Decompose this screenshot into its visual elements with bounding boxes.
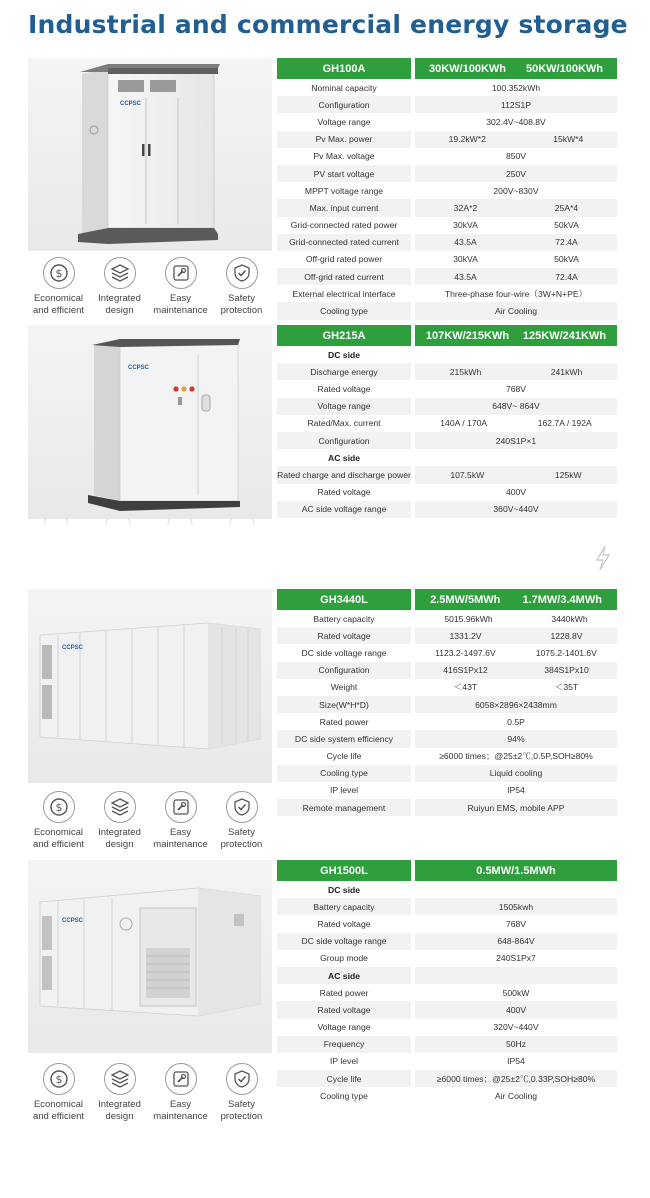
spec-row [277, 113, 617, 130]
spec-row [277, 148, 617, 165]
spec-label: Frequency [277, 1036, 411, 1053]
spec-row [277, 96, 617, 113]
spec-row [277, 1019, 617, 1036]
spec-row [277, 713, 617, 730]
spec-row [277, 131, 617, 148]
spec-row [277, 799, 617, 816]
spec-value-cell [415, 268, 617, 285]
model-name: GH1500L [277, 860, 411, 881]
spec-value-cell [415, 415, 617, 432]
gh1500l-container-image [28, 860, 272, 1053]
capacity-option: 0.5MW/1.5MWh [476, 864, 556, 877]
spec-rows [277, 881, 617, 1104]
spec-value-cell [415, 1036, 617, 1053]
spec-label: External electrical interface [292, 288, 396, 299]
feature-label: Integrated design [98, 1099, 141, 1122]
spec-label: Rated/Max. current [307, 418, 381, 429]
spec-label: Cooling type [320, 1090, 368, 1101]
feature-safety [211, 1062, 272, 1126]
wrench-icon [165, 1063, 197, 1095]
spec-value-cell [415, 627, 617, 644]
brand-logo: CCPSC [62, 645, 84, 651]
gh100a-cabinet-image [28, 58, 272, 251]
spec-value: 72.4A [555, 271, 578, 282]
feature-maintenance [150, 256, 211, 320]
spec-header [277, 58, 617, 79]
spec-label: Configuration [277, 432, 411, 449]
spec-label: Configuration [277, 96, 411, 113]
spec-value: Air Cooling [494, 1090, 538, 1101]
spec-label: IP level [329, 1056, 359, 1067]
spec-label: Cooling type [277, 765, 411, 782]
spec-row [277, 199, 617, 216]
feature-label: Easy maintenance [153, 1099, 208, 1122]
spec-label: Group mode [320, 953, 368, 964]
spec-value-cell [415, 96, 617, 113]
spec-value: Ruiyun EMS, mobile APP [467, 802, 565, 813]
spec-label: Pv Max. voltage [313, 151, 375, 162]
spec-row [277, 662, 617, 679]
spec-row [277, 984, 617, 1001]
spec-row [277, 644, 617, 661]
spec-value-cell [415, 449, 617, 466]
spec-value: 19.2kW*2 [448, 134, 486, 145]
spec-value-cell [415, 765, 617, 782]
spec-value: 5015.96kWh [444, 613, 493, 624]
spec-label: DC side voltage range [301, 647, 387, 658]
spec-row [277, 950, 617, 967]
spec-value: 384S1Px10 [544, 665, 589, 676]
spec-value: ≥6000 times；@25±2℃,0.33P,SOH≥80% [436, 1073, 596, 1084]
spec-value-cell [415, 696, 617, 713]
page-title: Industrial and commercial energy storage [28, 10, 628, 39]
spec-value-cell [415, 1001, 617, 1018]
feature-economical [28, 790, 89, 854]
spec-value-cell [415, 1053, 617, 1070]
spec-value-cell [415, 713, 617, 730]
spec-value-cell [415, 484, 617, 501]
feature-integrated [89, 256, 150, 320]
spec-value: 850V [505, 151, 527, 162]
spec-value: 50kVA [554, 220, 579, 231]
spec-label: Pv Max. power [277, 131, 411, 148]
spec-value: 250V [505, 168, 527, 179]
spec-row [277, 449, 617, 466]
spec-value: 240S1Px7 [496, 953, 536, 964]
spec-value: 768V [505, 918, 527, 929]
gh1500l-spec-table [277, 860, 617, 1104]
spec-value-cell [415, 610, 617, 627]
spec-value: 241kWh [550, 366, 583, 377]
feature-label: Easy maintenance [153, 293, 208, 316]
svg-text:$: $ [55, 801, 62, 814]
spec-row [277, 380, 617, 397]
spec-row [277, 1053, 617, 1070]
spec-value-cell [415, 251, 617, 268]
spec-value: 648V~ 864V [492, 401, 540, 412]
capacity-header [415, 860, 617, 881]
spec-value: 1228.8V [550, 630, 583, 641]
gh3440l-container-image [28, 589, 272, 783]
spec-value: 215kWh [449, 366, 482, 377]
spec-row [277, 696, 617, 713]
capacity-option: 30KW/100KWh [428, 62, 507, 75]
spec-value: 6058×2896×2438mm [475, 699, 557, 710]
spec-row [277, 1087, 617, 1104]
spec-value-cell [415, 165, 617, 182]
spec-value: 200V~830V [493, 185, 539, 196]
spec-label: PV start voltage [277, 165, 411, 182]
spec-label: Grid-connected rated power [290, 220, 398, 231]
capacity-header [415, 58, 617, 79]
feature-label: Economical and efficient [32, 293, 85, 316]
spec-row [277, 285, 617, 302]
dollar-icon [43, 257, 75, 289]
spec-value-cell [415, 933, 617, 950]
spec-value-cell [415, 967, 617, 984]
svg-text:$: $ [55, 267, 62, 280]
spec-label: MPPT voltage range [304, 185, 384, 196]
spec-value-cell [415, 285, 617, 302]
feature-economical [28, 256, 89, 320]
spec-value: 302.4V~408.8V [486, 116, 546, 127]
spec-label: Rated voltage [317, 918, 371, 929]
feature-label: Easy maintenance [153, 827, 208, 850]
spec-value-cell [415, 346, 617, 363]
spec-value-cell [415, 730, 617, 747]
spec-value: 94% [507, 733, 525, 744]
spec-value: ≥6000 times；@25±2℃,0.5P,SOH≥80% [439, 751, 593, 762]
spec-value-cell [415, 217, 617, 234]
spec-row [277, 432, 617, 449]
spec-value-cell [415, 881, 617, 898]
spec-value: 3440kWh [551, 613, 588, 624]
spec-value: 1075.2-1401.6V [535, 647, 597, 658]
spec-label: Off-grid rated power [305, 254, 383, 265]
spec-value: 112S1P [501, 99, 531, 110]
spec-row [277, 782, 617, 799]
spec-rows [277, 79, 617, 320]
spec-row [277, 466, 617, 483]
spec-value-cell [415, 234, 617, 251]
spec-value: 30kVA [453, 254, 478, 265]
capacity-option: 125KW/241KWh [522, 329, 607, 342]
spec-row [277, 346, 617, 363]
capacity-option: 1.7MW/3.4MWh [522, 593, 602, 606]
capacity-option: 50KW/100KWh [525, 62, 604, 75]
spec-row [277, 915, 617, 932]
section-heading: DC side [328, 349, 360, 360]
spec-row [277, 748, 617, 765]
spec-label: DC side system efficiency [277, 730, 411, 747]
spec-value: 360V~440V [493, 504, 539, 515]
spec-value: ＜43T [453, 682, 478, 693]
spec-row [277, 627, 617, 644]
shield-check-icon [226, 1063, 258, 1095]
spec-row [277, 79, 617, 96]
spec-row [277, 234, 617, 251]
spec-value: 50kVA [554, 254, 579, 265]
spec-value-cell [415, 501, 617, 518]
model-name: GH215A [277, 325, 411, 346]
spec-row [277, 679, 617, 696]
spec-value-cell [415, 915, 617, 932]
spec-label: Battery capacity [277, 898, 411, 915]
spec-value-cell [415, 113, 617, 130]
layers-icon [104, 257, 136, 289]
spec-value-cell [415, 363, 617, 380]
spec-value: 125kW [554, 469, 582, 480]
spec-row [277, 251, 617, 268]
spec-value: 400V [505, 487, 527, 498]
spec-label: Rated power [319, 987, 369, 998]
section-heading: DC side [328, 884, 360, 895]
spec-value: 400V [505, 1004, 527, 1015]
spec-value: 162.7A / 192A [537, 418, 592, 429]
spec-value: 768V [505, 383, 527, 394]
feature-maintenance [150, 1062, 211, 1126]
spec-value-cell [415, 1019, 617, 1036]
spec-value-cell [415, 182, 617, 199]
spec-value: Liquid cooling [489, 768, 543, 779]
feature-integrated [89, 1062, 150, 1126]
spec-row [277, 302, 617, 319]
spec-header [277, 589, 617, 610]
spec-label: Rated power [319, 716, 369, 727]
spec-value: 1331.2V [449, 630, 482, 641]
feature-label: Integrated design [98, 293, 141, 316]
spec-label: Off-grid rated current [277, 268, 411, 285]
spec-value: 25A*4 [554, 202, 579, 213]
spec-value: 72.4A [555, 237, 578, 248]
spec-value: 15kW*4 [553, 134, 584, 145]
brand-logo: CCPSC [120, 101, 142, 107]
spec-label: Rated charge and discharge power [277, 466, 411, 483]
feature-safety [211, 256, 272, 320]
spec-value: 1123.2-1497.6V [435, 647, 496, 658]
spec-value: 30kVA [453, 220, 478, 231]
spec-label: Configuration [277, 662, 411, 679]
spec-row [277, 217, 617, 234]
spec-rows [277, 346, 617, 518]
feature-strip [28, 256, 272, 320]
spec-value: IP54 [507, 785, 525, 796]
capacity-option: 2.5MW/5MWh [430, 593, 501, 606]
feature-safety [211, 790, 272, 854]
shield-check-icon [226, 791, 258, 823]
spec-label: Rated voltage [317, 383, 371, 394]
feature-label: Economical and efficient [32, 827, 85, 850]
spec-value-cell [415, 131, 617, 148]
spec-label: Voltage range [277, 398, 411, 415]
capacity-header [415, 325, 617, 346]
feature-label: Economical and efficient [32, 1099, 85, 1122]
spec-label: IP level [329, 785, 359, 796]
spec-value-cell [415, 662, 617, 679]
spec-value-cell [415, 148, 617, 165]
spec-header [277, 325, 617, 346]
spec-row [277, 415, 617, 432]
spec-header [277, 860, 617, 881]
spec-row [277, 610, 617, 627]
section-heading: AC side [328, 452, 360, 463]
spec-label: Discharge energy [277, 363, 411, 380]
spec-value-cell [415, 432, 617, 449]
feature-label: Safety protection [220, 827, 263, 850]
spec-label: Rated voltage [277, 627, 411, 644]
spec-row [277, 363, 617, 380]
spec-row [277, 881, 617, 898]
feature-maintenance [150, 790, 211, 854]
layers-icon [104, 791, 136, 823]
spec-value: ＜35T [554, 682, 579, 693]
spec-label: Max. input current [277, 199, 411, 216]
spec-row [277, 933, 617, 950]
spec-row [277, 1070, 617, 1087]
spec-label: Nominal capacity [311, 82, 377, 93]
spec-row [277, 1001, 617, 1018]
feature-integrated [89, 790, 150, 854]
feature-label: Integrated design [98, 827, 141, 850]
spec-value: 32A*2 [453, 202, 478, 213]
capacity-header [415, 589, 617, 610]
spec-value: 240S1P×1 [495, 435, 537, 446]
spec-value-cell [415, 1087, 617, 1104]
spec-label: Voltage range [317, 116, 371, 127]
spec-value: Three-phase four-wire（3W+N+PE） [444, 288, 588, 299]
brand-logo: CCPSC [62, 918, 84, 924]
spec-row [277, 765, 617, 782]
spec-row [277, 268, 617, 285]
spec-label: Battery capacity [313, 613, 375, 624]
spec-row [277, 898, 617, 915]
feature-strip [28, 1062, 272, 1126]
spec-value-cell [415, 644, 617, 661]
spec-row [277, 1036, 617, 1053]
spec-value: 416S1Px12 [443, 665, 488, 676]
spec-row [277, 398, 617, 415]
spec-row [277, 967, 617, 984]
capacity-option: 107KW/215KWh [425, 329, 510, 342]
spec-value: Air Cooling [494, 306, 538, 317]
spec-value-cell [415, 466, 617, 483]
spec-label: Weight [330, 682, 358, 693]
spec-value-cell [415, 1070, 617, 1087]
gh215a-cabinet-image [28, 325, 272, 519]
gh3440l-spec-table [277, 589, 617, 816]
spec-row [277, 182, 617, 199]
spec-row [277, 730, 617, 747]
spec-label: DC side voltage range [277, 933, 411, 950]
section-heading: AC side [277, 967, 411, 984]
spec-value: 100.352kWh [491, 82, 541, 93]
spec-value-cell [415, 898, 617, 915]
spec-value: 107.5kW [450, 469, 485, 480]
shield-check-icon [226, 257, 258, 289]
wrench-icon [165, 791, 197, 823]
spec-value: 0.5P [507, 716, 525, 727]
spec-label: Rated voltage [277, 1001, 411, 1018]
brand-logo: CCPSC [128, 365, 150, 371]
spec-value: IP54 [507, 1056, 525, 1067]
model-name: GH100A [277, 58, 411, 79]
spec-value: 43.5A [454, 237, 477, 248]
spec-label: Rated voltage [317, 487, 371, 498]
svg-text:$: $ [55, 1073, 62, 1086]
spec-value: 648-864V [497, 936, 535, 947]
spec-label: Grid-connected rated current [277, 234, 411, 251]
spec-value-cell [415, 782, 617, 799]
lightning-bolt-icon [594, 545, 612, 571]
spec-value: 1505kwh [498, 901, 534, 912]
spec-value-cell [415, 302, 617, 319]
spec-row [277, 484, 617, 501]
spec-value-cell [415, 984, 617, 1001]
spec-value-cell [415, 380, 617, 397]
spec-rows [277, 610, 617, 816]
spec-label: Cycle life [326, 751, 362, 762]
gh215a-spec-table [277, 325, 617, 518]
spec-label: Cycle life [277, 1070, 411, 1087]
spec-value-cell [415, 748, 617, 765]
spec-label: AC side voltage range [277, 501, 411, 518]
faded-feature-icons [42, 519, 262, 525]
feature-label: Safety protection [220, 1099, 263, 1122]
spec-label: Voltage range [317, 1022, 371, 1033]
spec-row [277, 501, 617, 518]
dollar-icon [43, 791, 75, 823]
feature-strip [28, 790, 272, 854]
feature-label: Safety protection [220, 293, 263, 316]
spec-value-cell [415, 679, 617, 696]
dollar-icon [43, 1063, 75, 1095]
model-name: GH3440L [277, 589, 411, 610]
spec-label: Size(W*H*D) [277, 696, 411, 713]
spec-value-cell [415, 199, 617, 216]
spec-value-cell [415, 799, 617, 816]
spec-value: 50Hz [505, 1039, 527, 1050]
wrench-icon [165, 257, 197, 289]
spec-value-cell [415, 398, 617, 415]
spec-value: 500kW [502, 987, 530, 998]
spec-row [277, 165, 617, 182]
feature-economical [28, 1062, 89, 1126]
spec-value-cell [415, 950, 617, 967]
spec-value: 140A / 170A [440, 418, 488, 429]
gh100a-spec-table [277, 58, 617, 320]
spec-label: Cooling type [277, 302, 411, 319]
spec-value: 320V~440V [493, 1022, 539, 1033]
spec-value: 43.5A [454, 271, 477, 282]
spec-label: Remote management [277, 799, 411, 816]
spec-value-cell [415, 79, 617, 96]
layers-icon [104, 1063, 136, 1095]
